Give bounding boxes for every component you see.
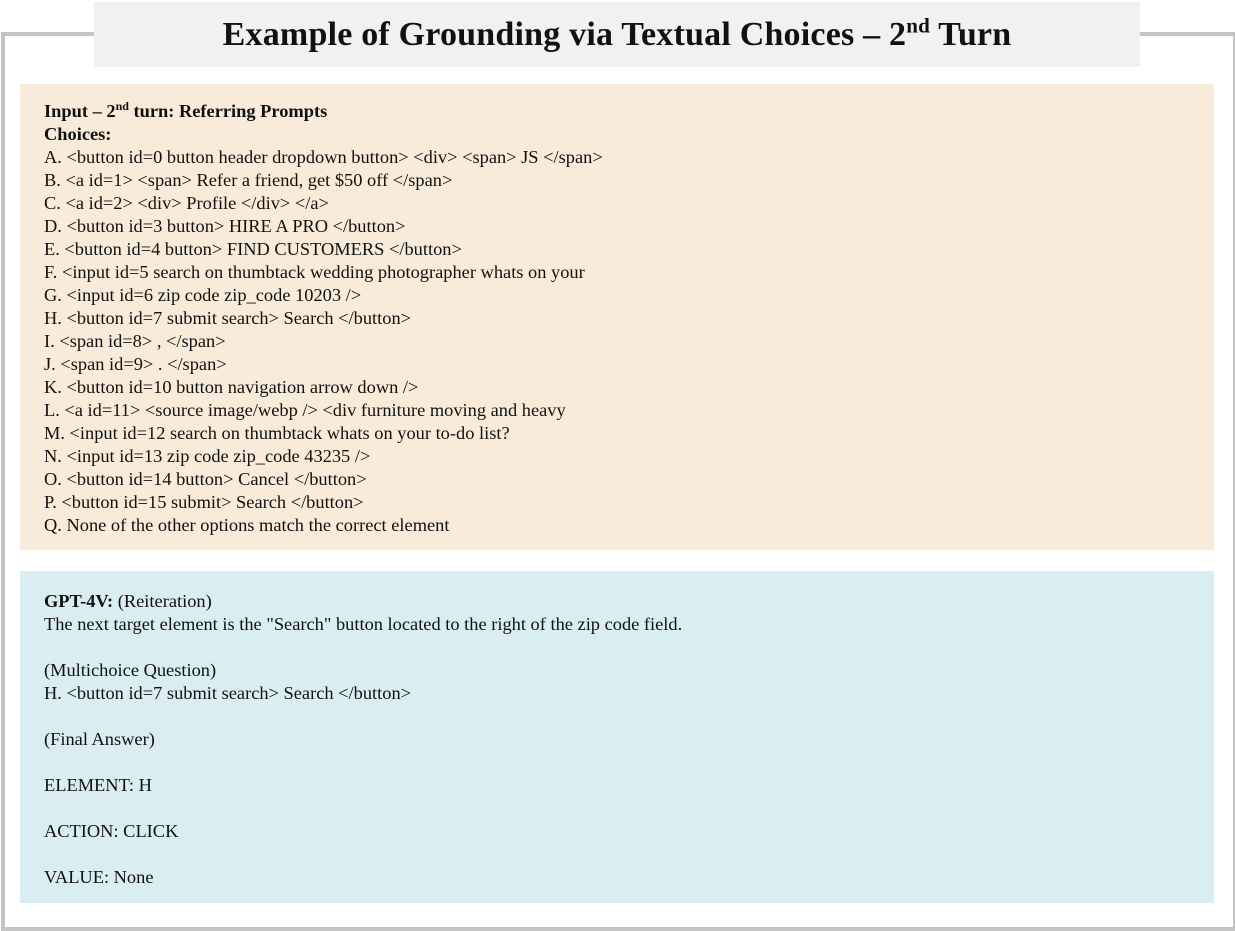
input-panel — [20, 84, 1214, 550]
choice-item-e: E. <button id=4 button> FIND CUSTOMERS </button> — [44, 239, 462, 259]
multichoice-tag: (Multichoice Question) — [44, 660, 217, 680]
title-banner — [94, 2, 1140, 67]
choice-item-a: A. <button id=0 button header dropdown button> <div> <span> JS </span> — [44, 147, 603, 167]
final-element: ELEMENT: H — [44, 775, 152, 795]
choice-item-g: G. <input id=6 zip code zip_code 10203 /> — [44, 285, 362, 305]
choice-item-l: L. <a id=11> <source image/webp /> <div furniture moving and heavy — [44, 400, 566, 420]
final-action: ACTION: CLICK — [44, 821, 179, 841]
final-answer-tag: (Final Answer) — [44, 729, 155, 749]
page-title — [222, 13, 1012, 53]
reiteration-text: The next target element is the "Search" button located to the right of the zip code field. — [44, 614, 683, 634]
reiteration-tag: (Reiteration) — [113, 591, 212, 611]
choices-label: Choices: — [44, 124, 112, 144]
input-heading — [44, 100, 1214, 123]
input-heading-prefix: Input – 2 — [44, 101, 116, 121]
choice-item-n: N. <input id=13 zip code zip_code 43235 /> — [44, 446, 371, 466]
title-text: Example of Grounding via Textual Choices – 2 — [222, 15, 907, 53]
reiteration-header — [44, 590, 1214, 613]
choice-item-j: J. <span id=9> . </span> — [44, 354, 227, 374]
input-heading-suffix: turn: Referring Prompts — [128, 101, 328, 121]
title-suffix: Turn — [929, 15, 1012, 53]
choice-item-c: C. <a id=2> <div> Profile </div> </a> — [44, 193, 329, 213]
final-value: VALUE: None — [44, 867, 154, 887]
choice-item-h: H. <button id=7 submit search> Search </button> — [44, 308, 412, 328]
choice-item-m: M. <input id=12 search on thumbtack whats on your to-do list? — [44, 423, 510, 443]
model-label: GPT-4V: — [44, 591, 114, 611]
choice-item-f: F. <input id=5 search on thumbtack wedding photographer whats on your — [44, 262, 585, 282]
choice-item-i: I. <span id=8> , </span> — [44, 331, 226, 351]
gpt-response-panel — [20, 571, 1214, 903]
choice-item-k: K. <button id=10 button navigation arrow down /> — [44, 377, 419, 397]
choice-item-o: O. <button id=14 button> Cancel </button> — [44, 469, 367, 489]
multichoice-answer: H. <button id=7 submit search> Search </button> — [44, 683, 412, 703]
choice-item-d: D. <button id=3 button> HIRE A PRO </button> — [44, 216, 406, 236]
choice-item-b: B. <a id=1> <span> Refer a friend, get $50 off </span> — [44, 170, 453, 190]
choices-list — [44, 146, 1214, 537]
choice-item-q: Q. None of the other options match the correct element — [44, 515, 450, 535]
title-superscript: nd — [906, 13, 930, 38]
input-heading-superscript: nd — [115, 98, 129, 113]
choice-item-p: P. <button id=15 submit> Search </button> — [44, 492, 364, 512]
